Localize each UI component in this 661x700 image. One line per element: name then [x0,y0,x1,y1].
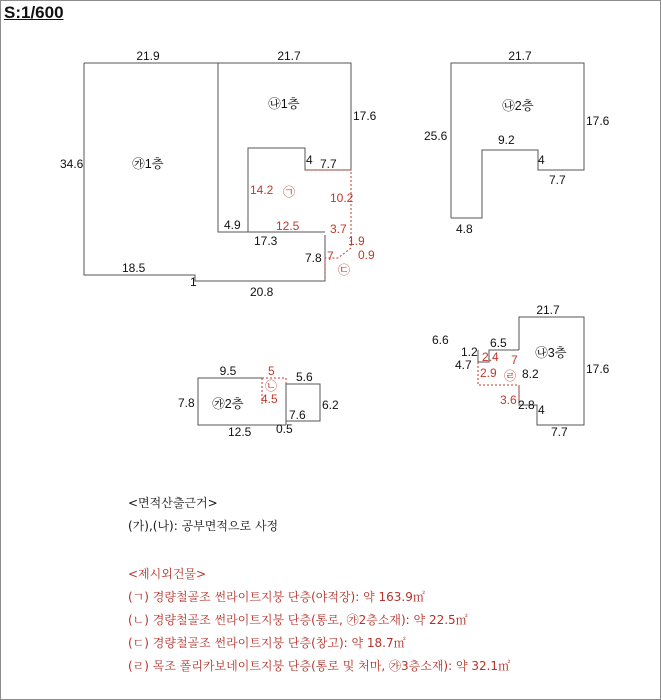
label-a1: ㉮1층 [132,157,164,171]
extra-item-d: (ㄷ) 경량철골조 썬라이트지붕 단층(창고): 약 18.7㎡ [128,636,406,650]
dim-b3-6-5: 6.5 [490,336,507,350]
dim-b3-red-2-4: 2.4 [482,350,499,364]
dim-a2-7-6: 7.6 [289,408,306,422]
dim-red-7: 7 [327,249,334,263]
dim-7-7: 7.7 [320,157,337,171]
label-b2: ㉯2층 [502,99,534,113]
b2-outline [451,63,584,218]
dim-b2-right: 17.6 [586,114,610,128]
scale-label: S:1/600 [4,3,64,22]
extra-item-n: (ㄴ) 경량철골조 썬라이트지붕 단층(통로, ㉮2층소재): 약 22.5㎡ [128,613,468,627]
dim-a2-12-5: 12.5 [228,425,252,439]
dim-b2-top: 21.7 [508,49,532,63]
label-b1: ㉯1층 [268,97,300,111]
dim-b3-red-3-6: 3.6 [500,393,517,407]
dim-b3-7-7: 7.7 [551,425,568,439]
dim-20-8: 20.8 [250,285,274,299]
dim-b2-4-8: 4.8 [456,222,473,236]
marker-g: ㉠ [282,185,296,199]
dim-b3-8-2: 8.2 [522,367,539,381]
dim-b2-9-2: 9.2 [498,133,515,147]
ground-floor-outline [84,63,351,281]
label-b3: ㉯3층 [535,346,567,360]
extra-item-g: (ㄱ) 경량철골조 썬라이트지붕 단층(야적장): 약 163.9㎡ [128,590,425,604]
dim-b1-right: 17.6 [353,109,377,123]
dim-a2-red-5: 5 [268,364,275,378]
dim-a2-6-2: 6.2 [322,398,339,412]
dim-4: 4 [306,153,313,167]
dim-17-3: 17.3 [254,234,278,248]
marker-r: ㉣ [503,369,517,383]
dim-red-0-9: 0.9 [358,248,375,262]
dim-b3-red-2-9: 2.9 [480,366,497,380]
basis-title: <면적산출근거> [128,496,218,510]
dim-a2-0-5: 0.5 [276,422,293,436]
dim-b3-4-7: 4.7 [455,358,472,372]
label-a2: ㉮2층 [212,397,244,411]
dim-b2-left: 25.6 [424,129,448,143]
extra-item-r: (ㄹ) 목조 폴리카보네이트지붕 단층(통로 및 처마, ㉮3층소재): 약 32.1㎡ [128,659,511,673]
dim-b2-7-7: 7.7 [549,173,566,187]
dim-b3-2-8: 2.8 [518,398,535,412]
dim-b3-17-6: 17.6 [586,362,610,376]
marker-d: ㉢ [337,263,351,277]
dim-b3-6-6: 6.6 [432,333,449,347]
dim-red-3-7: 3.7 [330,222,347,236]
dim-7-8: 7.8 [305,251,322,265]
dim-red-14-2: 14.2 [250,183,274,197]
dim-b2-4: 4 [538,153,545,167]
dim-b3-top: 21.7 [536,303,560,317]
dim-4-9: 4.9 [224,218,241,232]
dim-a2-9-5: 9.5 [219,364,237,378]
dim-18-5: 18.5 [122,261,146,275]
dim-a1-left: 34.6 [60,157,84,171]
dim-b3-red-7: 7 [511,353,518,367]
dim-red-12-5: 12.5 [276,219,300,233]
dim-1: 1 [190,275,197,289]
dim-a2-7-8: 7.8 [178,396,195,410]
dim-a2-red-4-5: 4.5 [261,392,278,406]
basis-line: (가),(나): 공부면적으로 사정 [128,519,279,533]
dim-b1-top: 21.7 [277,49,301,63]
dim-a1-top: 21.9 [136,49,160,63]
dim-b3-1-2: 1.2 [461,345,478,359]
dim-a2-5-6: 5.6 [296,370,313,384]
extra-buildings-title: <제시외건물> [128,567,207,581]
dim-b3-4: 4 [538,403,545,417]
dim-red-10-2: 10.2 [330,191,354,205]
marker-n: ㉡ [264,379,278,393]
dim-red-1-9: 1.9 [348,234,365,248]
